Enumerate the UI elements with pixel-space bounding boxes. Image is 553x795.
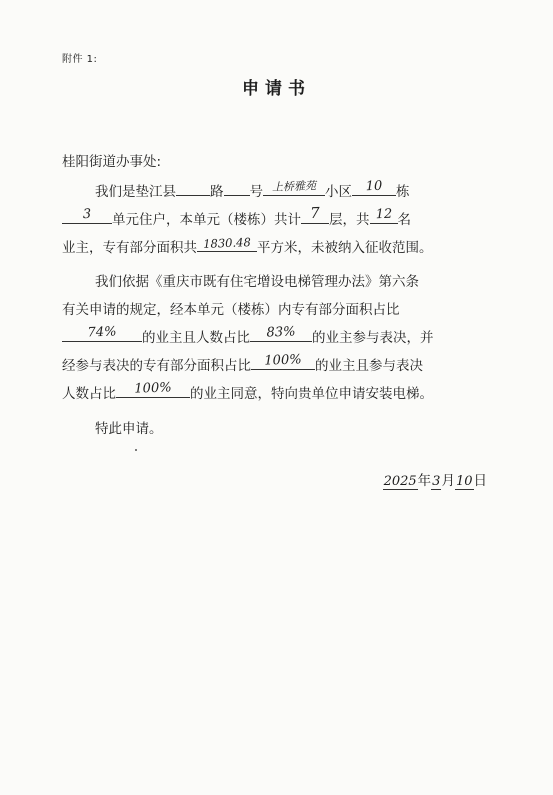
- text: 的业主参与表决，并: [312, 330, 434, 346]
- handwritten-floors: 7: [309, 203, 321, 223]
- blank-area: [197, 237, 257, 252]
- date-day: 10: [455, 474, 473, 489]
- attachment-label: 附件 1:: [62, 54, 98, 65]
- text: 层，共: [329, 212, 370, 228]
- handwritten-vote-people: 100%: [134, 380, 172, 397]
- blank-community: [263, 181, 325, 196]
- blank-people-ratio: [250, 324, 312, 342]
- handwritten-people-ratio: 83%: [266, 324, 296, 341]
- text: 我们是垫江县: [95, 184, 176, 200]
- handwritten-area: 1830.48: [202, 235, 252, 251]
- document-title: 申请书: [242, 79, 311, 99]
- blank-vote-people: [116, 380, 190, 398]
- p1-line-1: [95, 180, 410, 200]
- year-label: 年: [417, 473, 432, 489]
- p2-line-1: 我们依据《重庆市既有住宅增设电梯管理办法》第六条: [95, 274, 419, 290]
- text: 路: [210, 184, 224, 200]
- text: 的业主且人数占比: [142, 330, 250, 346]
- handwritten-building: 10: [365, 178, 383, 195]
- month-label: 月: [441, 473, 455, 489]
- blank-floors: [301, 203, 329, 224]
- handwritten-owners: 12: [374, 206, 393, 223]
- p2-line-5: [62, 382, 433, 402]
- day-label: 日: [473, 473, 487, 489]
- text: 业主，专有部分面积共: [62, 240, 197, 256]
- text: 经参与表决的专有部分面积占比: [62, 358, 251, 374]
- handwritten-road: [176, 193, 210, 194]
- blank-unit: [62, 206, 112, 224]
- p1-line-3: [62, 236, 433, 256]
- blank-building: [352, 178, 396, 196]
- handwritten-area-ratio: 74%: [87, 324, 117, 341]
- closing-text: 特此申请。: [95, 421, 163, 437]
- text: 单元住户，本单元（楼栋）共计: [112, 212, 301, 228]
- text: 的业主同意，特向贵单位申请安装电梯。: [190, 386, 433, 402]
- date-month: 3: [432, 474, 441, 489]
- blank-area-ratio: [62, 324, 142, 342]
- text: 号: [249, 184, 263, 200]
- blank-owners: [370, 206, 398, 224]
- p1-line-2: [62, 203, 411, 228]
- p2-line-2: 有关申请的规定，经本单元（楼栋）内专有部分面积占比: [62, 302, 400, 318]
- handwritten-unit: 3: [82, 206, 92, 223]
- text: 小区: [325, 184, 352, 200]
- text: 人数占比: [62, 386, 116, 402]
- handwritten-community: 上桥雅苑: [271, 179, 317, 194]
- text: 栋: [396, 184, 410, 200]
- addressee: 桂阳街道办事处:: [62, 154, 162, 170]
- ink-speck: [135, 449, 137, 451]
- blank-road: [176, 181, 210, 196]
- blank-number: [224, 181, 250, 196]
- handwritten-vote-area: 100%: [264, 352, 302, 369]
- text: 的业主且参与表决: [315, 358, 423, 374]
- p2-line-4: [62, 354, 423, 374]
- p2-line-3: [62, 326, 434, 346]
- text: 名: [397, 212, 411, 228]
- signature-date: [383, 469, 487, 489]
- text: 平方米，未被纳入征收范围。: [257, 240, 433, 256]
- handwritten-number: [224, 194, 250, 195]
- blank-vote-area: [251, 352, 315, 370]
- date-year: 2025: [383, 474, 417, 489]
